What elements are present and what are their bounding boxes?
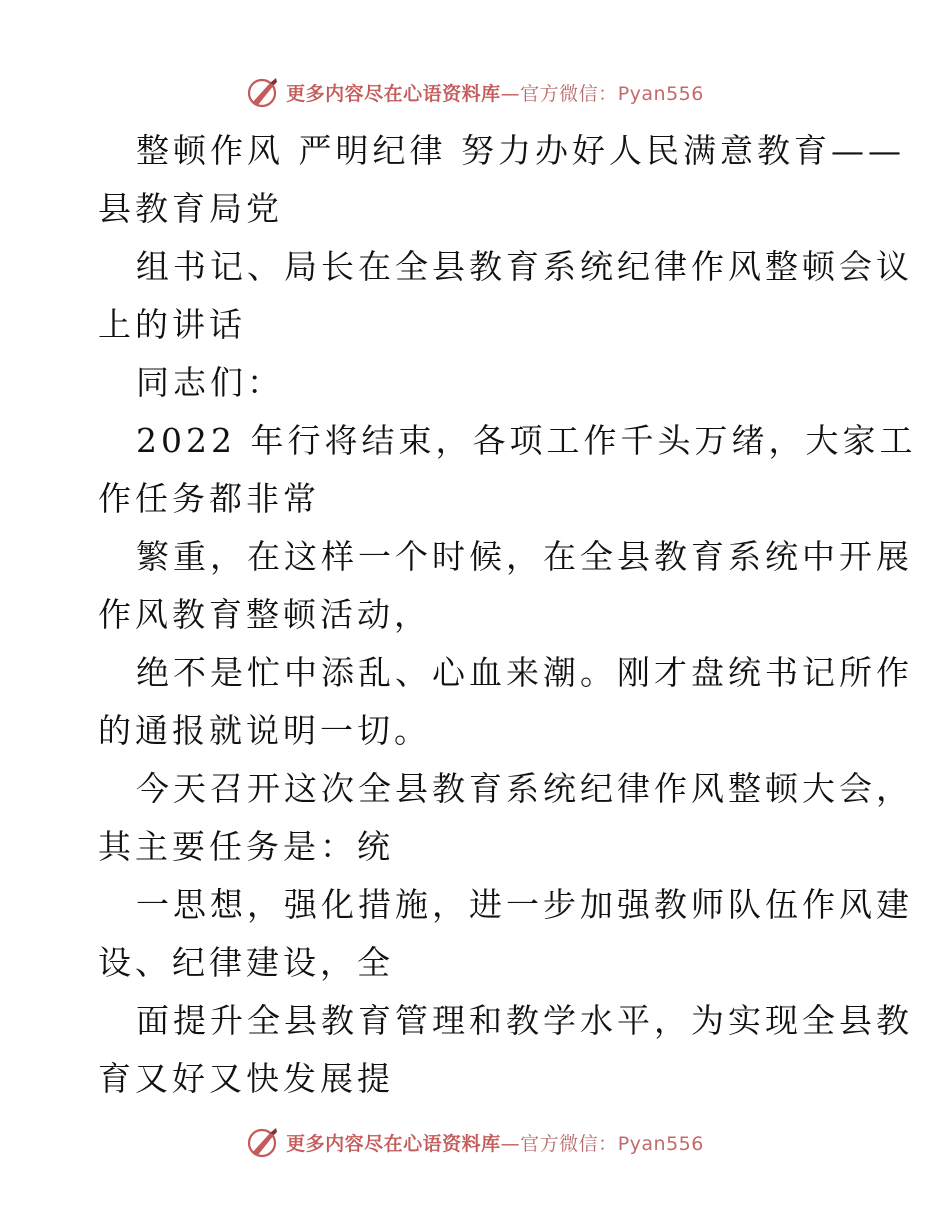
banner-wechat-label: 官方微信： [520, 82, 618, 105]
banner-wechat-id: Pyan556 [617, 82, 704, 105]
paragraph [98, 354, 858, 412]
paragraph-line: 的通报就说明一切。 [98, 711, 431, 750]
banner-separator: — [500, 1132, 521, 1155]
banner-main-text: 更多内容尽在心语资料库 [286, 1132, 501, 1155]
paragraph-line: 设、纪律建设，全 [98, 943, 394, 982]
document-body [98, 122, 917, 1108]
paragraph-line: 组书记、局长在全县教育系统纪律作风整顿会议 [136, 247, 913, 286]
paragraph [98, 644, 913, 760]
header-watermark-banner [0, 72, 950, 112]
paragraph-line: 今天召开这次全县教育系统纪律作风整顿大会， [136, 769, 913, 808]
paragraph-line: 其主要任务是：统 [98, 827, 394, 866]
banner-main-text: 更多内容尽在心语资料库 [286, 82, 501, 105]
pen-logo-icon [246, 1125, 280, 1159]
paragraph-line: 上的讲话 [98, 305, 246, 344]
banner-wechat-id: Pyan556 [617, 1132, 704, 1155]
paragraph-line: 县教育局党 [98, 189, 283, 228]
banner-separator: — [500, 82, 521, 105]
paragraph [98, 992, 913, 1108]
paragraph-line: 作风教育整顿活动， [98, 595, 431, 634]
pen-logo-icon [246, 75, 280, 109]
paragraph [98, 760, 913, 876]
paragraph [98, 238, 913, 354]
paragraph-line: 面提升全县教育管理和教学水平，为实现全县教 [136, 1001, 913, 1040]
paragraph-line: 绝不是忙中添乱、心血来潮。刚才盘统书记所作 [136, 653, 913, 692]
paragraph [98, 412, 917, 528]
paragraph [98, 876, 913, 992]
paragraph-line: 同志们： [136, 363, 284, 402]
paragraph-line: 作任务都非常 [98, 479, 320, 518]
paragraph-line: 一思想，强化措施，进一步加强教师队伍作风建 [136, 885, 913, 924]
footer-watermark-banner [0, 1122, 950, 1162]
paragraph-line: 2022 年行将结束，各项工作千头万绪，大家工 [136, 421, 917, 460]
paragraph-line: 繁重，在这样一个时候，在全县教育系统中开展 [136, 537, 913, 576]
paragraph-line: 育又好又快发展提 [98, 1059, 394, 1098]
paragraph [98, 122, 905, 238]
paragraph [98, 528, 913, 644]
paragraph-line: 整顿作风 严明纪律 努力办好人民满意教育—— [136, 131, 905, 170]
banner-wechat-label: 官方微信： [520, 1132, 618, 1155]
